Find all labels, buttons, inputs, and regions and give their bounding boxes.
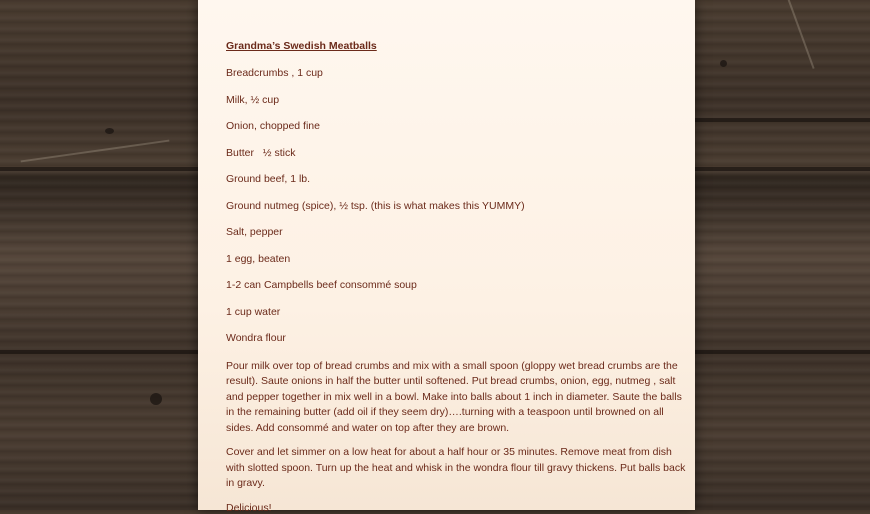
ingredient-item: Ground beef, 1 lb. [226, 173, 311, 185]
ingredient-item: 1 egg, beaten [226, 252, 291, 265]
recipe-closing: Delicious! [226, 501, 272, 514]
wood-scratch [785, 0, 814, 69]
ingredient-item: Milk, ½ cup [226, 93, 280, 106]
ingredient-item: 1 cup water [226, 305, 281, 318]
wood-knot [720, 60, 727, 67]
ingredient-item: Breadcrumbs , 1 cup [226, 67, 323, 79]
instruction-paragraph: Pour milk over top of bread crumbs and mix with a small spoon (gloppy wet bread crumbs are the result). Saute onions in half the butter until softened. Put bread crumbs, onion, egg, nutmeg , salt and pepper together in mix well in a bowl. Make into balls about 1 inch in diameter. Saute the balls in the remaining butter (add oil if they seem dry)….turning with a teaspoon until browned on all sides. Add consommé and water on top after they are brown. [226, 359, 682, 434]
ingredient-item: Onion, chopped fine [226, 120, 320, 132]
wood-knot [150, 393, 162, 405]
instruction-paragraph: Cover and let simmer on a low heat for about a half hour or 35 minutes. Remove meat from dish with slotted spoon. Turn up the heat and whisk in the wondra flour till gravy thickens. Put balls back in gravy. [226, 446, 686, 489]
ingredient-item: Salt, pepper [226, 226, 283, 238]
ingredient-item: Butter ½ stick [226, 146, 296, 159]
wood-scratch [21, 140, 170, 163]
recipe-paper [198, 0, 695, 514]
wood-knot [105, 128, 114, 134]
ingredient-item: 1-2 can Campbells beef consommé soup [226, 279, 417, 291]
ingredient-item: Wondra flour [226, 332, 286, 344]
ingredient-item: Ground nutmeg (spice), ½ tsp. (this is what makes this YUMMY) [226, 199, 525, 212]
recipe-title: Grandma’s Swedish Meatballs [226, 40, 377, 52]
wood-plank-seam [690, 118, 870, 122]
